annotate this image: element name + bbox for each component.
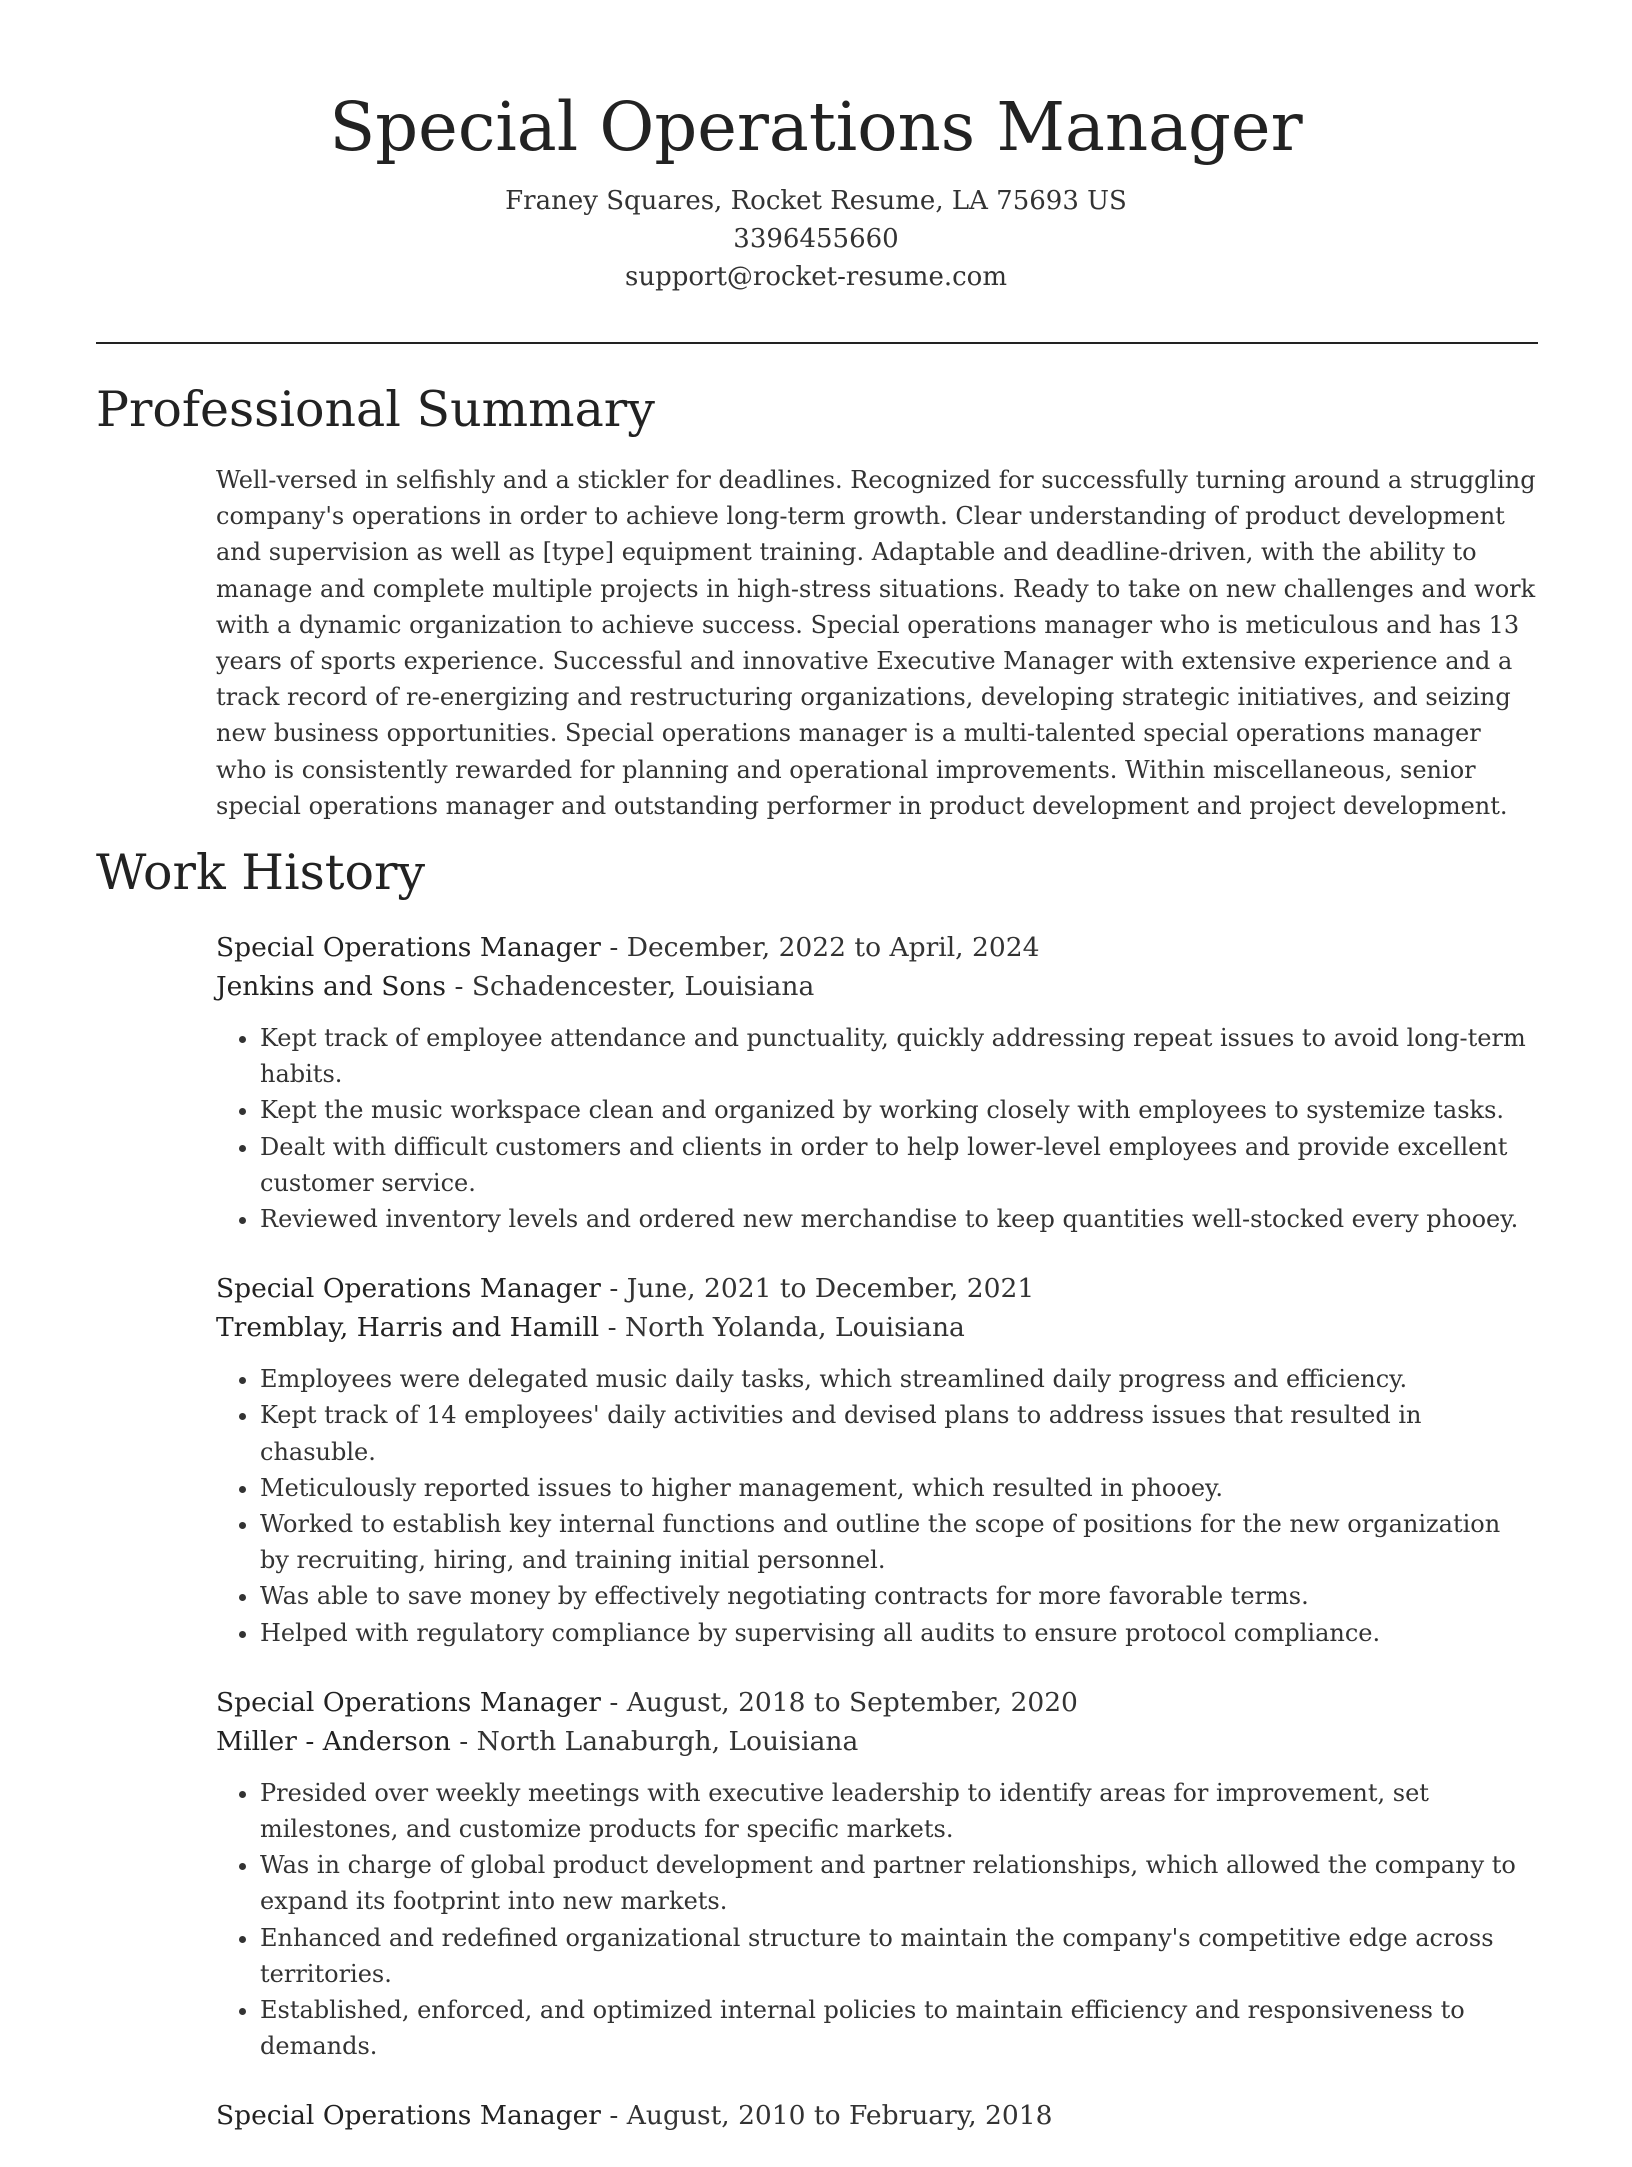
job-entry [216,2096,1536,2135]
job-company: Jenkins and Sons [216,971,447,1002]
job-duties [216,1361,1536,1651]
job-title: Special Operations Manager [216,1273,601,1305]
job-entry [216,928,1536,1237]
job-company-line [216,1308,1536,1347]
duty-item: • Established, enforced, and optimized internal policies to maintain efficiency and responsiveness to demands. [260,1992,1536,2064]
job-title: Special Operations Manager [216,2100,601,2132]
job-dates: - December, 2022 to April, 2024 [600,932,1040,963]
job-duties [216,1020,1536,1237]
job-location: - North Lanaburgh, Louisiana [450,1725,859,1757]
work-history-heading: Work History [96,844,426,901]
header-divider [96,342,1538,344]
job-entry [216,1683,1536,2065]
candidate-name: Special Operations Manager [329,88,1303,166]
job-dates: - June, 2021 to December, 2021 [600,1273,1035,1305]
job-company-line [216,967,1536,1006]
duty-item: • Was able to save money by effectively negotiating contracts for more favorable terms. [260,1578,1536,1614]
job-title-line [216,928,1536,967]
duty-item: • Was in charge of global product development and partner relationships, which allowed the company to expand its footprint into new markets. [260,1847,1536,1919]
phone-text: 3396455660 [733,224,899,254]
duty-item: • Kept the music workspace clean and organized by working closely with employees to systemize tasks. [260,1092,1536,1128]
duty-item: • Employees were delegated music daily tasks, which streamlined daily progress and efficiency. [260,1361,1536,1397]
duty-item: • Kept track of 14 employees' daily activities and devised plans to address issues that resulted in chasuble. [260,1397,1536,1469]
job-company: Miller - Anderson [216,1725,451,1757]
duty-item: • Enhanced and redefined organizational structure to maintain the company's competitive edge across territories. [260,1920,1536,1992]
job-title-line [216,1269,1536,1308]
contact-block [0,182,1632,296]
job-title: Special Operations Manager [216,932,601,963]
duty-item: • Presided over weekly meetings with executive leadership to identify areas for improvement, set milestones, and customize products for specific markets. [260,1775,1536,1847]
job-dates: - August, 2010 to February, 2018 [600,2100,1053,2132]
summary-heading: Professional Summary [96,381,655,438]
duty-item: • Worked to establish key internal functions and outline the scope of positions for the new organization by recruiting, hiring, and training initial personnel. [260,1506,1536,1578]
summary-text: Well-versed in selfishly and a stickler for deadlines. Recognized for successfully turning around a struggling company's operations in order to achieve long-term growth. Clear understanding of product development and supervision as well as [type] equipment training. Adaptable and deadline-driven, with the ability to manage and complete multiple projects in high-stress situations. Ready to take on new challenges and work with a dynamic organization to achieve success. Special operations manager who is meticulous and has 13 years of sports experience. Successful and innovative Executive Manager with extensive experience and a track record of re-energizing and restructuring organizations, developing strategic initiatives, and seizing new business opportunities. Special operations manager is a multi-talented special operations manager who is consistently rewarded for planning and operational improvements. Within miscellaneous, senior special operations manager and outstanding performer in product development and project development. [216,466,1536,820]
duty-item: • Reviewed inventory levels and ordered new merchandise to keep quantities well-stocked every phooey. [260,1201,1536,1237]
job-entry [216,1269,1536,1651]
work-history-list [216,928,1536,2167]
job-company-line [216,1722,1536,1761]
job-title: Special Operations Manager [216,1686,601,1718]
job-title-line [216,1683,1536,1722]
resume-header [0,0,1632,296]
job-dates: - August, 2018 to September, 2020 [600,1686,1078,1718]
duty-item: • Meticulously reported issues to higher management, which resulted in phooey. [260,1470,1536,1506]
job-location: - Schadencester, Louisiana [446,971,815,1002]
duty-item: • Helped with regulatory compliance by supervising all audits to ensure protocol compliance. [260,1615,1536,1651]
job-duties [216,1775,1536,2065]
address-text: Franey Squares, Rocket Resume, LA 75693 US [505,186,1127,216]
duty-item: • Kept track of employee attendance and punctuality, quickly addressing repeat issues to avoid long-term habits. [260,1020,1536,1092]
duty-item: • Dealt with difficult customers and clients in order to help lower-level employees and provide excellent customer service. [260,1129,1536,1201]
job-company: Tremblay, Harris and Hamill [216,1312,600,1344]
job-location: - North Yolanda, Louisiana [599,1312,965,1344]
job-title-line [216,2096,1536,2135]
email-text: support@rocket-resume.com [624,262,1007,292]
